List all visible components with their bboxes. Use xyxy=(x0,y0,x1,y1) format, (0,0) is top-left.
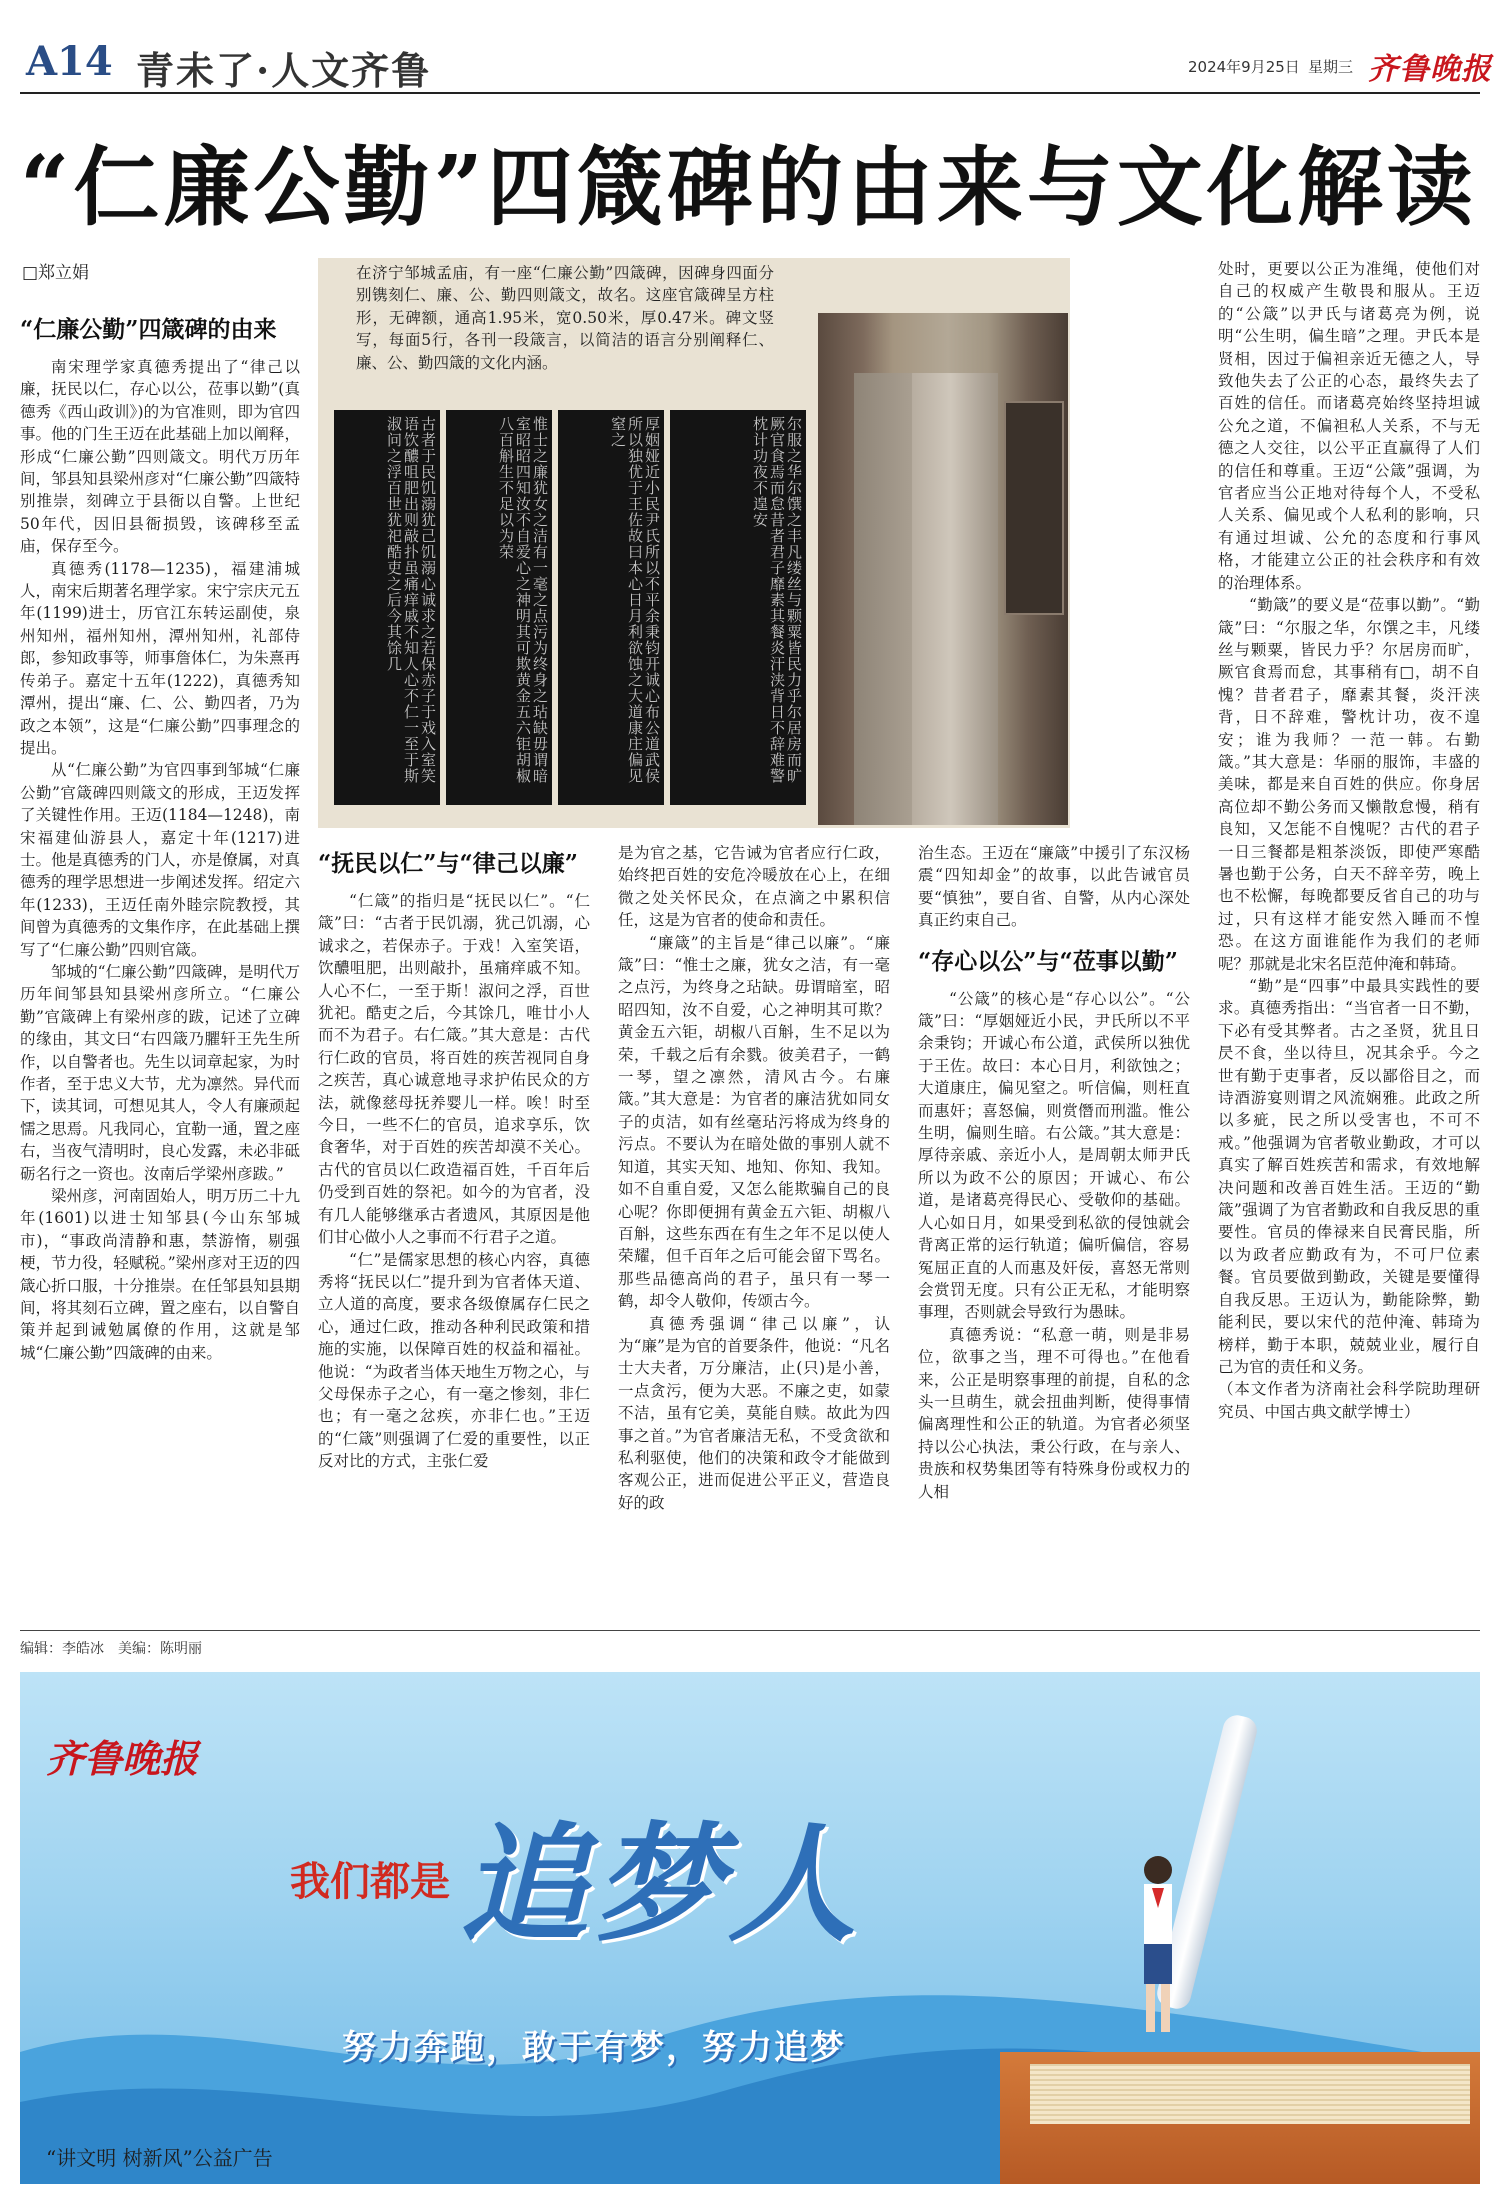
footer-rule xyxy=(20,1630,1480,1631)
rubbing-image-ren: 古者于民饥溺犹己饥溺心诚求之若保赤子于戏入室笑语饮醲咀肥出则敲扑虽痛痒戚不知人心不仁一至于斯淑问之浮百世犹祀酷吏之后今其馀几 xyxy=(334,410,440,805)
ad-headline: 追梦人 xyxy=(460,1810,863,1960)
headline: “仁廉公勤”四箴碑的由来与文化解读 xyxy=(20,137,1477,238)
paragraph: 邹城的“仁廉公勤”四箴碑，是明代万历年间邹县知县梁州彦所立。“仁廉公勤”官箴碑上有梁州彦的跋，记述了立碑的缘由，其文曰“右四箴乃臞轩王先生所作，以自警者也。先生以词章起家，为时作者，至于忠义大节，尤为凛然。异代而下，读其词，可想见其人，令人有廉顽起懦之思焉。凡我同心，宜勒一通，置之座右，当夜气清明时，良心发露，未必非砥砺名行之一资也。汝南后学梁州彦跋。” xyxy=(20,962,300,1183)
subheading-gong-qin: “存心以公”与“莅事以勤” xyxy=(918,947,1178,975)
paragraph: 南宋理学家真德秀提出了“律己以廉，抚民以仁，存心以公，莅事以勤”(真德秀《西山政训》)的为官准则，即为官四事。他的门生王迈在此基础上加以阐释，形成“仁廉公勤”四则箴文。明代万历年间，邹县知县梁州彦对“仁廉公勤”四箴特别推崇，刻碑立于县衙以自警。上世纪50年代，因旧县衙损毁，该碑移至孟庙，保存至今。 xyxy=(20,358,300,556)
ad-slogan: 努力奔跑，敢于有梦，努力追梦 xyxy=(342,2028,846,2068)
student-figure-graphic xyxy=(1130,1852,1186,2042)
column-3 xyxy=(618,842,890,1514)
paragraph: 是为官之基，它告诫为官者应行仁政，始终把百姓的安危冷暖放在心上，在细微之处关怀民众，在点滴之中累积信任，这是为官者的使命和责任。 xyxy=(618,844,890,930)
paragraph: “廉箴”的主旨是“律己以廉”。“廉箴”曰：“惟士之廉，犹女之洁，有一毫之点污，为终身之玷缺。毋谓暗室，昭昭四知，汝不自爱，心之神明其可欺？黄金五六钜，胡椒八百斛，生不足以为荣，千载之后有余戮。彼美君子，一鹤一琴，望之凛然，清风古今。右廉箴。”其大意是：为官者的廉洁犹如同女子的贞洁，如有丝毫玷污将成为终身的污点。不要认为在暗处做的事别人就不知道，其实天知、地知、你知、我知。如不自重自爱，又怎么能欺骗自己的良心呢？你即便拥有黄金五六钜、胡椒八百斛，这些东西在有生之年不足以使人荣耀，但千百年之后可能会留下骂名。那些品德高尚的君子，虽只有一琴一鹤，却令人敬仰，传颂古今。 xyxy=(618,933,890,1311)
ad-we-are: 我们都是 xyxy=(290,1858,450,1905)
page-number: A14 xyxy=(26,38,113,85)
issue-date: 2024年9月25日 xyxy=(1188,58,1300,76)
subheading-origin: “仁廉公勤”四箴碑的由来 xyxy=(20,316,277,343)
subheading-ren-lian: “抚民以仁”与“律己以廉” xyxy=(318,850,578,877)
paragraph: 真德秀强调“律己以廉”，认为“廉”是为官的首要条件，他说：“凡名士大夫者，万分廉洁，止(只)是小善，一点贪污，便为大恶。不廉之吏，如蒙不洁，虽有它美，莫能自赎。故此为四事之首。”为官者廉洁无私，不受贪欲和私利驱使，他们的决策和政令才能做到客观公正，进而促进公平正义，营造良好的政 xyxy=(618,1314,890,1512)
ad-logo: 齐鲁晚报 xyxy=(46,1736,199,1781)
paragraph: 处时，更要以公正为准绳，使他们对自己的权威产生敬畏和服从。王迈的“公箴”以尹氏与诸葛亮为例，说明“公生明，偏生暗”之理。尹氏本是贤相，因过于偏袒亲近无德之人，导致他失去了公正的心态，最终失去了百姓的信任。而诸葛亮始终坚持坦诚公允之道，不偏袒私人关系，不与无德之人交往，以公平正直赢得了人们的信任和尊重。王迈“公箴”强调，为官者应当公正地对待每个人，不受私人关系、偏见或个人私利的影响，只有通过坦诚、公允的态度和行事风格，才能建立公正的社会秩序和有效的治理体系。 xyxy=(1218,260,1480,592)
section-title: 青未了·人文齐鲁 xyxy=(136,48,432,93)
byline: □郑立娟 xyxy=(22,263,90,283)
issue-weekday: 星期三 xyxy=(1308,58,1354,76)
rubbing-image-qin: 尔服之华尔馔之丰凡缕丝与颗粟皆民力乎尔居房而旷厥官食焉而怠昔者君子靡素其餐炎汗浃背日不辞难警枕计功夜不遑安 xyxy=(670,410,806,805)
author-note: （本文作者为济南社会科学院助理研究员、中国古典文献学博士） xyxy=(1218,1380,1480,1421)
paragraph: 真德秀(1178—1235)，福建浦城人，南宋后期著名理学家。宋宁宗庆元五年(1199)进士，历官江东转运副使，泉州知州，福州知州，潭州知州，礼部侍郎，参知政事等，师事詹体仁，为朱熹再传弟子。嘉定十五年(1222)，真德秀知潭州，提出“廉、仁、公、勤四者，乃为政之本领”，这是“仁廉公勤”四事理念的提出。 xyxy=(20,559,300,757)
ad-note: “讲文明 树新风”公益广告 xyxy=(46,2146,273,2170)
newspaper-logo: 齐鲁晚报 xyxy=(1368,52,1492,87)
column-4 xyxy=(918,842,1190,1503)
paragraph: 梁州彦，河南固始人，明万历二十九年(1601)以进士知邹县(今山东邹城市)，“事政尚清静和惠，禁游惰，剔强梗，节力役，轻赋税。”梁州彦对王迈的四箴心折口服，十分推崇。在任邹县知县期间，将其刻石立碑，置之座右，以自警自策并起到诫勉属僚的作用，这就是邹城“仁廉公勤”四箴碑的由来。 xyxy=(20,1187,300,1362)
paragraph: “勤”是“四事”中最具实践性的要求。真德秀指出：“当官者一日不勤，下必有受其弊者。古之圣贤，犹且日昃不食，坐以待旦，况其余乎。今之世有勤于吏事者，反以鄙俗目之，而诗酒游宴则谓之风流娴雅。此政之所以多疵，民之所以受害也，不可不戒。”他强调为官者敬业勤政，才可以真实了解百姓疾苦和需求，有效地解决问题和改善百姓生活。王迈的“勤箴”强调了为官者勤政和自我反思的重要性。官员的俸禄来自民膏民脂，所以为政者应勤政有为，不可尸位素餐。官员要做到勤政，关键是要懂得自我反思。王迈认为，勤能除弊，勤能利民，要以宋代的范仲淹、韩琦为榜样，勤于本职，兢兢业业，履行自己为官的责任和义务。 xyxy=(1218,977,1480,1376)
photo-caption: 在济宁邹城孟庙，有一座“仁廉公勤”四箴碑，因碑身四面分别镌刻仁、廉、公、勤四则箴文，故名。这座官箴碑呈方柱形，无碑额，通高1.95米，宽0.50米，厚0.47米。碑文竖写，每面5行，各刊一段箴言，以简洁的语言分别阐释仁、廉、公、勤四箴的文化内涵。 xyxy=(356,264,774,372)
rubbing-image-gong: 厚姻娅近小民尹氏所以不平余秉钧开诚心布公道武侯所以独优于王佐故曰本心日月利欲蚀之大道康庄偏见窒之 xyxy=(558,410,664,805)
stele-photo xyxy=(818,313,1068,825)
paragraph: 真德秀说：“私意一萌，则是非易位，欲事之当，理不可得也。”在他看来，公正是明察事理的前提，自私的念头一旦萌生，就会扭曲判断，使得事情偏离理性和公正的轨道。为官者必须坚持以公心执法，秉公行政，在与亲人、贵族和权势集团等有特殊身份或权力的人相 xyxy=(918,1325,1190,1501)
column-2 xyxy=(318,842,590,1473)
paragraph: 治生态。王迈在“廉箴”中援引了东汉杨震“四知却金”的故事，以此告诫官员要“慎独”，要自省、自警，从内心深处真正约束自己。 xyxy=(918,844,1190,930)
column-1 xyxy=(20,300,300,1364)
column-5 xyxy=(1218,258,1480,1423)
book-pages-graphic xyxy=(1030,2064,1470,2124)
editors-credit: 编辑：李皓冰 美编：陈明丽 xyxy=(20,1641,202,1657)
paragraph: “仁箴”的指归是“抚民以仁”。“仁箴”曰：“古者于民饥溺，犹己饥溺，心诚求之，若保赤子。于戏！入室笑语，饮醲咀肥，出则敲扑，虽痛痒戚不知。人心不仁，一至于斯！淑问之浮，百世犹祀。酷吏之后，今其馀几，唯廿小人而不为君子。右仁箴。”其大意是：古代行仁政的官员，将百姓的疾苦视同自身之疾苦，真心诚意地寻求护佑民众的方法，就像慈母抚养婴儿一样。唉！时至今日，一些不仁的官员，追求享乐，饮食奢华，对于百姓的疾苦却漠不关心。古代的官员以仁政造福百姓，千百年后仍受到百姓的祭祀。如今的为官者，没有几人能够继承古者遗风，其原因是他们甘心做小人之事而不行君子之道。 xyxy=(318,892,590,1247)
paragraph: “勤箴”的要义是“莅事以勤”。“勤箴”曰：“尔服之华，尔馔之丰，凡缕丝与颗粟，皆民力乎？尔居房而旷，厥官食焉而怠，其事稍有□，胡不自愧？昔者君子，靡素其餐，炎汗浃背，日不辞难，警枕计功，夜不遑安；谁为我师？一范一韩。右勤箴。”其大意是：华丽的服饰，丰盛的美味，都是来自百姓的供应。你身居高位却不勤公务而又懒散怠慢，稍有良知，又怎能不自愧呢？古代的君子一日三餐都是粗茶淡饭，即使严寒酷暑也勤于公务，白天不辞辛劳，晚上也不松懈，每晚都要反省自己的功与过，只有这样才能安然入睡而不惶恐。在这方面谁能作为我们的老师呢？那就是北宋名臣范仲淹和韩琦。 xyxy=(1218,596,1480,973)
paragraph: 从“仁廉公勤”为官四事到邹城“仁廉公勤”官箴碑四则箴文的形成，王迈发挥了关键性作用。王迈(1184—1248)，南宋福建仙游县人，嘉定十年(1217)进士。他是真德秀的门人，亦是僚属，对真德秀的理学思想进一步阐述发挥。绍定六年(1233)，王迈任南外睦宗院教授，其间曾为真德秀的文集作序，在此基础上撰写了“仁廉公勤”四则官箴。 xyxy=(20,761,300,959)
paragraph: “公箴”的核心是“存心以公”。“公箴”曰：“厚姻娅近小民，尹氏所以不平余秉钧；开诚心布公道，武侯所以独优于王佐。故曰：本心日月，利欲蚀之；大道康庄，偏见窒之。听信偏，则枉直而惠奸；喜怒偏，则赏僭而刑滥。惟公生明，偏则生暗。右公箴。”其大意是：厚待亲戚、亲近小人，是周朝太师尹氏所以为政不公的原因；开诚心、布公道，是诸葛亮得民心、受敬仰的基础。人心如日月，如果受到私欲的侵蚀就会背离正常的运行轨道；偏听偏信，容易冤屈正直的人而惠及奸佞，喜怒无常则会赏罚无度。只有公正无私，才能明察事理，否则就会导致行为愚昧。 xyxy=(918,989,1190,1322)
rubbing-image-lian: 惟士之廉犹女之洁有一毫之点污为终身之玷缺毋谓暗室昭昭四知汝不自爱心之神明其可欺黄金五六钜胡椒八百斛生不足以为荣 xyxy=(446,410,552,805)
public-service-ad xyxy=(20,1672,1480,2184)
paragraph: “仁”是儒家思想的核心内容，真德秀将“抚民以仁”提升到为官者体天道、立人道的高度，要求各级僚属存仁民之心，通过仁政，推动各种利民政策和措施的实施，以保障百姓的权益和福祉。他说：“为政者当体天地生万物之心，与父母保赤子之心，有一毫之惨刻，非仁也；有一毫之忿疾，亦非仁也。”王迈的“仁箴”则强调了仁爱的重要性，以正反对比的方式，主张仁爱 xyxy=(318,1250,590,1471)
